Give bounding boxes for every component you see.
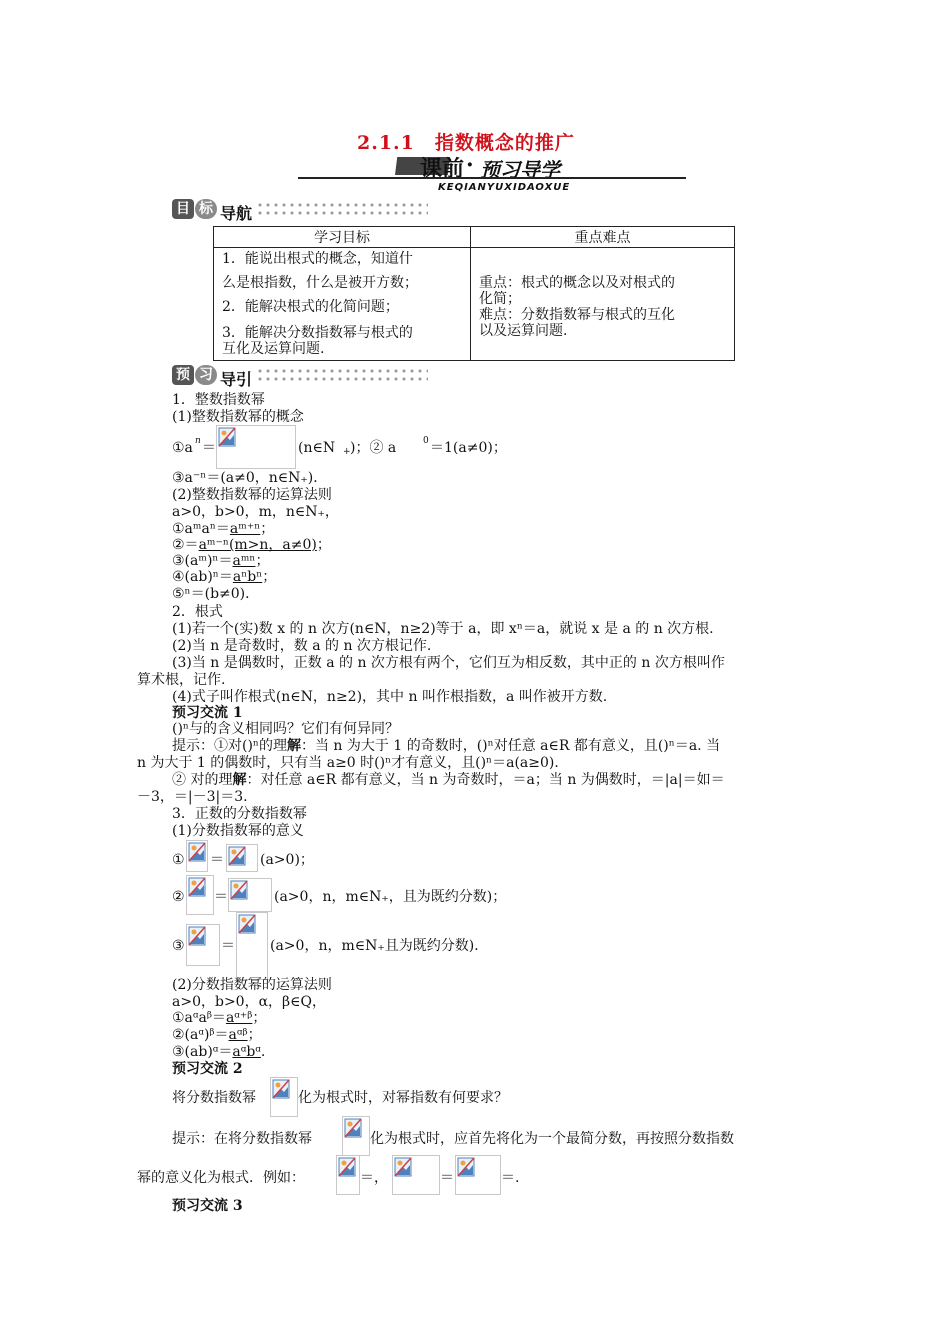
line-radical-heading: 2．根式	[172, 604, 223, 620]
formula-image	[236, 912, 268, 980]
frule-3-lhs: ③(ab)ᵅ＝	[172, 1044, 233, 1060]
line-hint-1-cont: n 为大于 1 的偶数时，只有当 a≥0 时()ⁿ才有意义，且()ⁿ＝a(a≥0)．	[137, 755, 569, 771]
fdef3-num: ③	[172, 938, 185, 954]
hint-1-c: ：当 n 为大于 1 的奇数时，()ⁿ对任意 a∈R 都有意义，且()ⁿ＝a. 当	[300, 738, 721, 754]
preview-exchange-1: 预习交流 1	[172, 705, 243, 721]
formula-image	[226, 844, 258, 872]
nav-preview-badge-2: 习	[195, 365, 217, 385]
goals-right-line-4: 以及运算问题.	[479, 323, 568, 339]
goals-left-line-5: 互化及运算问题.	[222, 341, 325, 357]
hint-1-b: 解	[286, 738, 301, 754]
goals-left-cell	[214, 248, 471, 361]
page-title: 2.1.1 指数概念的推广	[357, 132, 575, 154]
broken-image-icon	[271, 1078, 291, 1100]
section-header-main: 课前	[420, 157, 465, 182]
formula-image	[186, 840, 208, 872]
rule-4-answer: aⁿbⁿ	[232, 569, 263, 585]
frule-1	[172, 1010, 266, 1026]
section-header-dot: ·	[466, 152, 474, 178]
section-header-pinyin: KEQIANYUXIDAOXUE	[438, 182, 571, 193]
line-negative-exponent: ③a⁻ⁿ＝(a≠0，n∈N₊)．	[172, 470, 328, 486]
line-integer-rules-heading: (2)整数指数幂的运算法则	[172, 487, 332, 503]
goals-right-cell	[471, 248, 735, 361]
line-radical-3-cont: 算术根，记作.	[137, 672, 226, 688]
broken-image-icon	[229, 879, 249, 901]
fdef1-num: ①	[172, 852, 185, 868]
frule-1-end: ；	[252, 1010, 267, 1026]
line-hint-1	[172, 738, 720, 754]
def1-cond-sub: +	[343, 447, 351, 457]
formula-image	[342, 1116, 370, 1156]
fdef1-cond: (a>0)；	[260, 852, 314, 868]
fdef2-cond: (a>0，n，m∈N₊，且为既约分数)；	[274, 889, 507, 905]
rule-4	[172, 569, 276, 585]
frule-3-answer: aᵅbᵅ	[232, 1044, 261, 1060]
fdef2-num: ②	[172, 889, 185, 905]
formula-image	[216, 425, 296, 469]
hint-2-a: ② 对的理	[172, 772, 233, 788]
rule-1-lhs: ①aᵐaⁿ＝	[172, 521, 230, 537]
frule-2	[172, 1027, 262, 1043]
q2-b: 化为根式时，对幂指数有何要求？	[298, 1090, 508, 1106]
frule-1-answer: aᵅ⁺ᵝ	[225, 1010, 253, 1026]
line-fraction-meaning: (1)分数指数幂的意义	[172, 823, 304, 839]
line-radical-1: (1)若一个(实)数 x 的 n 次方(n∈N，n≥2)等于 a，即 xⁿ＝a，就说 x 是 a 的 n 次方根.	[172, 621, 714, 637]
section-header-sub: 预习导学	[480, 158, 560, 182]
nav-preview-badge-1: 预	[172, 365, 194, 385]
def1-end: ＝1(a≠0)；	[430, 440, 507, 456]
broken-image-icon	[456, 1156, 476, 1178]
goals-right-line-2: 化简；	[479, 291, 521, 307]
broken-image-icon	[237, 913, 257, 935]
def1-eq: ＝	[202, 440, 216, 456]
line-integer-rules-cond: a>0，b>0，m，n∈N₊，	[172, 504, 339, 520]
line-fraction-rules-cond: a>0，b>0，α，β∈Q，	[172, 994, 326, 1010]
preview-exchange-2: 预习交流 2	[172, 1061, 243, 1077]
broken-image-icon	[217, 426, 237, 448]
formula-image	[186, 924, 220, 966]
hint-2-b: 解	[232, 772, 247, 788]
rule-2-lhs: ②＝	[172, 537, 199, 553]
h3c-a: 幂的意义化为根式．例如：	[137, 1170, 305, 1186]
rule-2	[172, 537, 331, 553]
goals-left-line-4: 3．能解决分数指数幂与根式的	[222, 325, 413, 341]
frule-1-lhs: ①aᵅaᵝ＝	[172, 1010, 226, 1026]
formula-image	[270, 1077, 298, 1117]
h3c-d: ＝.	[501, 1170, 520, 1186]
rule-1	[172, 521, 274, 537]
goals-right-line-3: 难点：分数指数幂与根式的互化	[479, 307, 675, 323]
line-hint-2-cont: －3，＝|－3|＝3.	[137, 789, 248, 805]
rule-2-answer: aᵐ⁻ⁿ(m>n，a≠0)	[198, 537, 317, 553]
rule-1-end: ；	[260, 521, 275, 537]
def1-prefix: ①a	[172, 440, 193, 456]
def1-cond: (n∈N	[298, 440, 336, 456]
rule-4-end: ；	[262, 569, 277, 585]
goals-header-key: 重点难点	[471, 227, 735, 248]
goals-left-line-2: 么是根指数，什么是被开方数；	[222, 275, 418, 291]
hint-2-c: ：对任意 a∈R 都有意义，当 n 为奇数时，＝a；当 n 为偶数时，＝|a|＝如＝	[246, 772, 725, 788]
line-hint-2	[172, 772, 725, 788]
h3c-c: ＝	[440, 1170, 454, 1186]
broken-image-icon	[187, 925, 207, 947]
rule-1-answer: aᵐ⁺ⁿ	[229, 521, 261, 537]
rule-3-answer: aᵐⁿ	[232, 553, 256, 569]
fdef3-eq: ＝	[221, 938, 235, 954]
line-question-1: ()ⁿ与的含义相同吗？它们有何异同？	[172, 721, 399, 737]
broken-image-icon	[187, 841, 207, 863]
preview-exchange-3: 预习交流 3	[172, 1198, 243, 1214]
goals-right-line-1: 重点：根式的概念以及对根式的	[479, 275, 675, 291]
line-integer-power-concept: (1)整数指数幂的概念	[172, 409, 304, 425]
def1-exp: n	[195, 436, 201, 446]
fdef1-eq: ＝	[210, 852, 224, 868]
fdef3-cond: (a>0，n，m∈N₊且为既约分数)．	[270, 938, 489, 954]
nav-preview-label: 导引	[220, 370, 253, 389]
line-radical-4: (4)式子叫作根式(n∈N，n≥2)，其中 n 叫作根指数，a 叫作被开方数.	[172, 689, 608, 705]
frule-2-lhs: ②(aᵅ)ᵝ＝	[172, 1027, 229, 1043]
def1-mid: )；② a	[350, 440, 397, 456]
formula-image	[228, 878, 272, 912]
formula-image	[336, 1155, 360, 1195]
h3c-b: ＝，	[360, 1170, 388, 1186]
goals-header-goal: 学习目标	[214, 227, 471, 248]
line-fraction-rules-heading: (2)分数指数幂的运算法则	[172, 977, 332, 993]
line-integer-power-heading: 1．整数指数幂	[172, 392, 265, 408]
nav-goals-badge-1: 目	[172, 199, 194, 219]
nav-goals-dots-bottom	[256, 209, 428, 219]
nav-goals-label: 导航	[220, 204, 253, 223]
rule-2-end: ；	[316, 537, 331, 553]
line-radical-2: (2)当 n 是奇数时，数 a 的 n 次方根记作.	[172, 638, 432, 654]
broken-image-icon	[393, 1156, 413, 1178]
rule-3-end: ；	[255, 553, 270, 569]
rule-5: ⑤ⁿ＝(b≠0)．	[172, 586, 260, 602]
formula-image	[186, 875, 214, 915]
goals-left-line-1: 1．能说出根式的概念，知道什	[222, 251, 413, 267]
broken-image-icon	[187, 876, 207, 898]
rule-3	[172, 553, 269, 569]
broken-image-icon	[337, 1156, 357, 1178]
line-fraction-heading: 3．正数的分数指数幂	[172, 806, 307, 822]
frule-3	[172, 1044, 265, 1060]
h3-b: 化为根式时，应首先将化为一个最简分数，再按照分数指数	[370, 1131, 734, 1147]
frule-3-end: .	[260, 1044, 266, 1060]
broken-image-icon	[343, 1117, 363, 1139]
frule-2-end: ；	[247, 1027, 262, 1043]
formula-image	[392, 1155, 440, 1195]
frule-2-answer: aᵅᵝ	[228, 1027, 248, 1043]
nav-goals-badge-2: 标	[195, 199, 217, 219]
fdef2-eq: ＝	[214, 889, 228, 905]
goals-left-line-3: 2．能解决根式的化简问题；	[222, 299, 399, 315]
section-header-rule	[298, 177, 686, 179]
def1-zero: 0	[423, 436, 429, 446]
hint-1-a: 提示：①对()ⁿ的理	[172, 738, 287, 754]
rule-4-lhs: ④(ab)ⁿ＝	[172, 569, 233, 585]
line-radical-3: (3)当 n 是偶数时，正数 a 的 n 次方根有两个，它们互为相反数，其中正的 n 次方根叫作	[172, 655, 725, 671]
goals-table	[213, 226, 735, 361]
rule-3-lhs: ③(aᵐ)ⁿ＝	[172, 553, 233, 569]
h3-a: 提示：在将分数指数幂	[172, 1131, 312, 1147]
q2-a: 将分数指数幂	[172, 1090, 256, 1106]
formula-image	[455, 1155, 501, 1195]
broken-image-icon	[227, 845, 247, 867]
nav-preview-dots-bottom	[256, 375, 428, 385]
